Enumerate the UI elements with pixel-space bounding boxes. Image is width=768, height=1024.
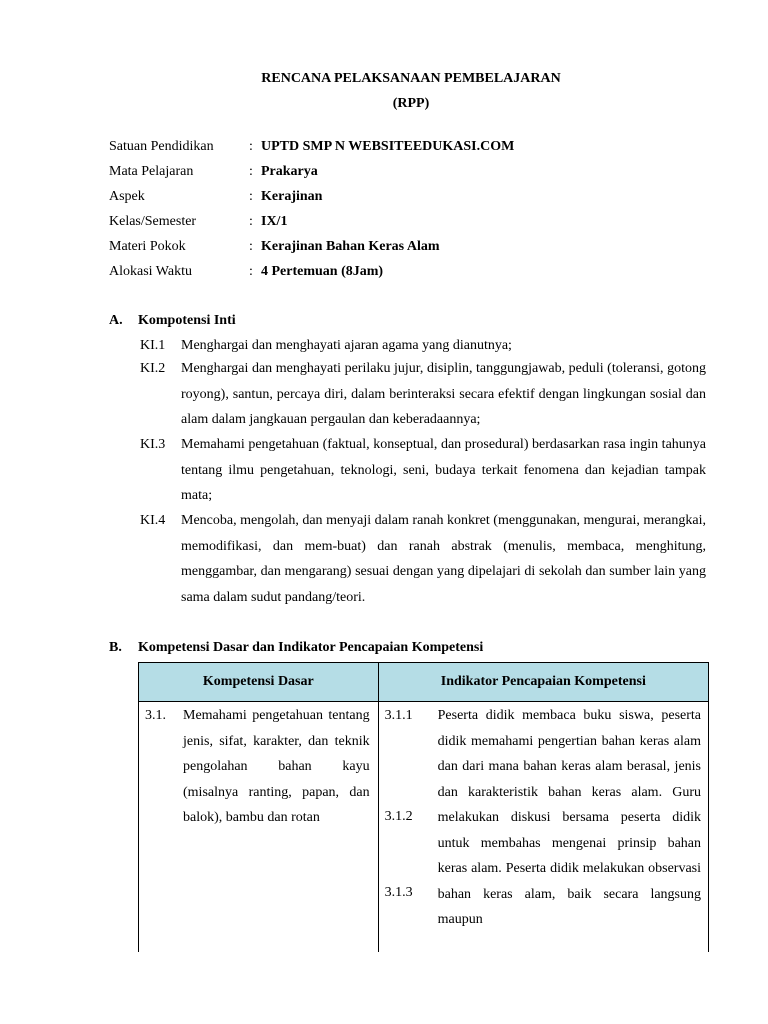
ki-item [140,432,706,509]
ki-code: KI.2 [140,361,166,376]
ipk-text: Peserta didik membaca buku siswa, peserta didik memahami pengertian bahan keras alam dan dari mana bahan keras alam berasal, jenis dan karakteristik bahan keras alam. Guru melakukan diskusi bersama peserta didik untuk membahas mengenai prinsip bahan keras alam. Peserta didik melakukan observasi bahan keras alam, baik secara langsung maupun [437,708,701,927]
kd-ipk-table [138,662,709,952]
meta-label: Alokasi Waktu [109,264,192,279]
header-kompetensi-dasar: Kompetensi Dasar [139,663,379,702]
meta-row-aspek [109,184,729,209]
meta-colon: : [249,239,253,254]
meta-label: Mata Pelajaran [109,164,194,179]
kd-cell [139,702,379,953]
section-b-heading [109,635,483,660]
ki-text: Mencoba, mengolah, dan menyaji dalam ranah konkret (menggunakan, mengurai, merangkai, memodifikasi, dan mem-buat) dan ranah abstrak (menulis, membaca, menghitung, menggambar, dan mengarang) sesuai dengan yang dipelajari di sekolah dan sumber lain yang sama dalam sudut pandang/teori. [181,513,706,605]
meta-label: Aspek [109,189,145,204]
table-row [139,702,709,953]
kd-text: Memahami pengetahuan tentang jenis, sifat, karakter, dan teknik pengolahan bahan kayu (misalnya ranting, papan, dan balok), bambu dan rotan [183,708,370,825]
document-title: RENCANA PELAKSANAAN PEMBELAJARAN [261,71,561,86]
ki-code: KI.1 [140,338,166,353]
meta-value: Prakarya [261,164,318,179]
identity-block [109,134,729,284]
table-header-row [139,663,709,702]
ki-text: Menghargai dan menghayati ajaran agama yang dianutnya; [181,338,512,353]
meta-row-alokasi [109,259,729,284]
meta-label: Materi Pokok [109,239,186,254]
ki-text: Menghargai dan menghayati perilaku jujur, disiplin, tanggungjawab, peduli (toleransi, gotong royong), santun, percaya diri, dalam berinteraksi secara efektif dengan lingkungan sosial dan alam dalam jangkauan pergaulan dan keberadaannya; [181,361,706,427]
meta-value: 4 Pertemuan (8Jam) [261,264,384,279]
section-title: Kompetensi Dasar dan Indikator Pencapaian Kompetensi [138,640,484,655]
ki-item [140,508,706,610]
ipk-cell [378,702,708,953]
document-subtitle: (RPP) [392,96,430,111]
kd-number: 3.1. [145,708,166,723]
meta-label: Satuan Pendidikan [109,139,214,154]
meta-row-materi [109,234,729,259]
meta-row-mapel [109,159,729,184]
meta-value: Kerajinan [261,189,323,204]
meta-colon: : [249,264,253,279]
meta-colon: : [249,189,253,204]
meta-colon: : [249,164,253,179]
meta-colon: : [249,139,253,154]
section-a-heading [109,308,236,333]
ki-item [140,333,706,359]
meta-row-kelas [109,209,729,234]
ki-code: KI.4 [140,513,166,528]
ipk-number: 3.1.2 [384,809,413,824]
meta-row-satuan [109,134,729,159]
ki-item [140,356,706,433]
ki-text: Memahami pengetahuan (faktual, konseptual, dan prosedural) berdasarkan rasa ingin tahunya tentang ilmu pengetahuan, teknologi, seni, budaya terkait fenomena dan kejadian tampak mata; [181,437,706,503]
meta-value: IX/1 [261,214,288,229]
meta-colon: : [249,214,253,229]
section-letter: B. [109,640,122,655]
section-letter: A. [109,313,123,328]
meta-label: Kelas/Semester [109,214,197,229]
meta-value: UPTD SMP N WEBSITEEDUKASI.COM [261,139,515,154]
section-title: Kompotensi Inti [138,313,236,328]
ipk-number: 3.1.1 [384,708,413,723]
meta-value: Kerajinan Bahan Keras Alam [261,239,440,254]
header-indikator: Indikator Pencapaian Kompetensi [378,663,708,702]
ipk-number: 3.1.3 [384,885,413,900]
ki-code: KI.3 [140,437,166,452]
